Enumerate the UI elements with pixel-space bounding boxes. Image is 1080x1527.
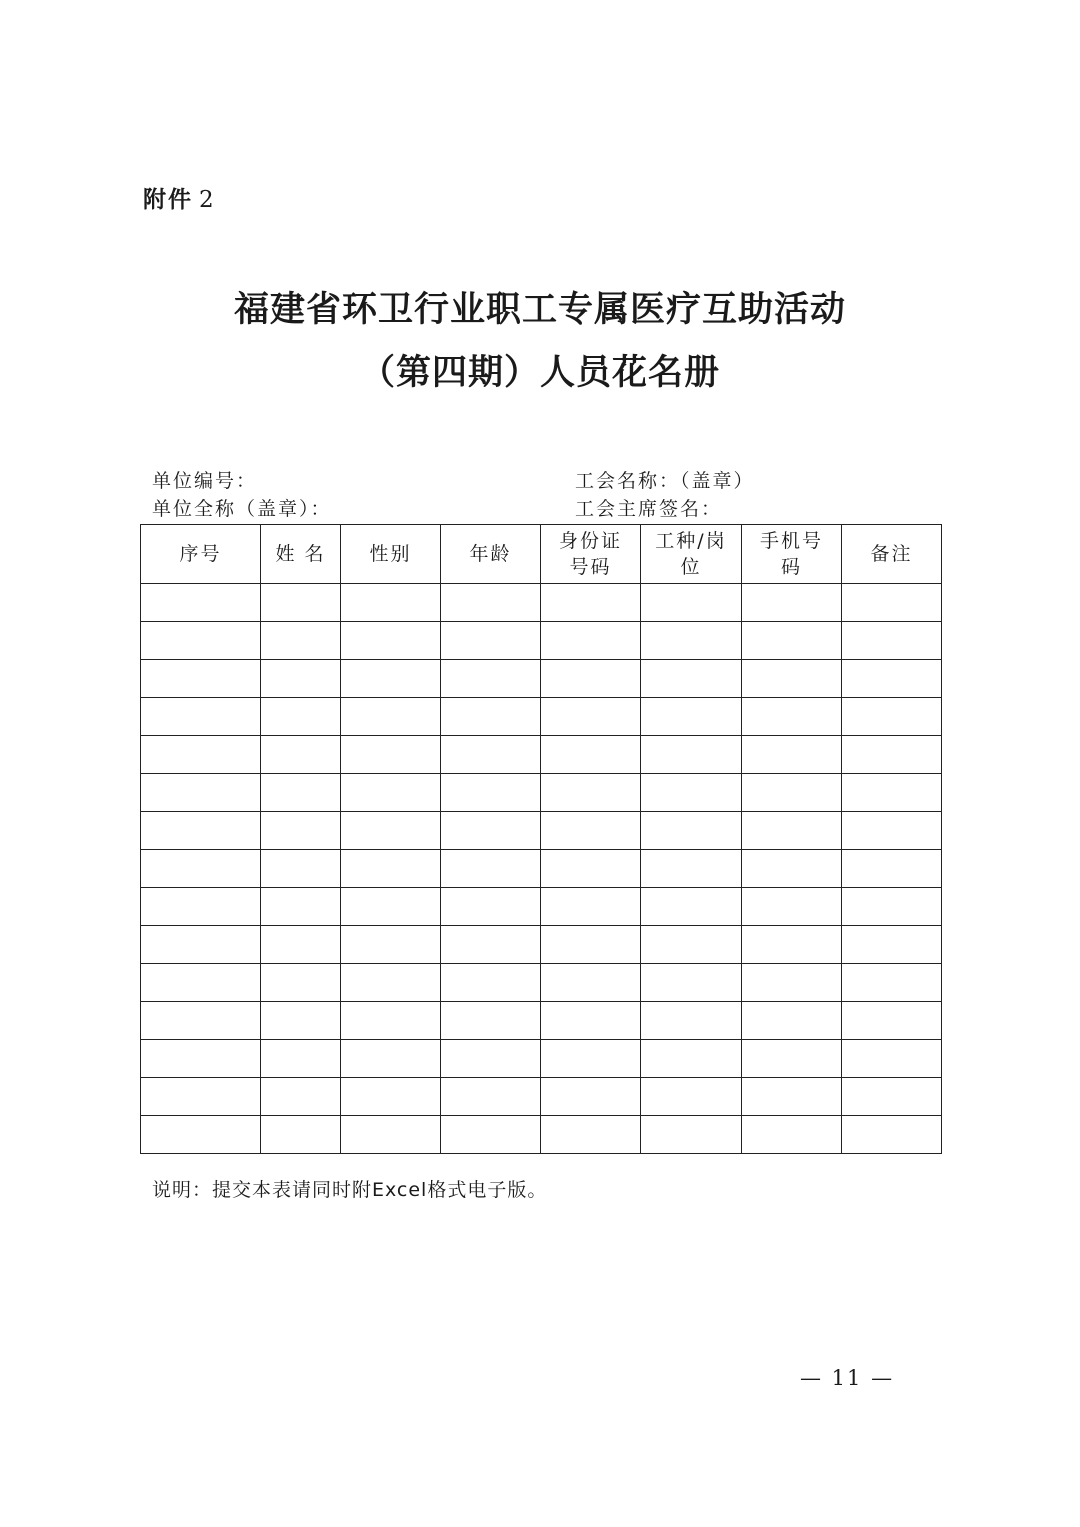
table-cell bbox=[441, 698, 541, 736]
page-number: — 11 — bbox=[800, 1366, 895, 1390]
header-text: 性别 bbox=[369, 543, 412, 565]
table-cell bbox=[441, 1116, 541, 1154]
table-cell bbox=[742, 926, 842, 964]
document-title-line-2: （第四期）人员花名册 bbox=[359, 352, 720, 393]
table-cell bbox=[842, 622, 942, 660]
table-cell bbox=[141, 1078, 261, 1116]
table-cell bbox=[261, 774, 341, 812]
table-cell bbox=[261, 698, 341, 736]
column-header-id-number bbox=[541, 525, 641, 584]
table-cell bbox=[742, 698, 842, 736]
table-cell bbox=[842, 698, 942, 736]
table-cell bbox=[641, 584, 742, 622]
document-title-line-1: 福建省环卫行业职工专属医疗互助活动 bbox=[233, 289, 846, 330]
unit-full-name-field: 单位全称（盖章）： bbox=[152, 498, 332, 520]
table-cell bbox=[341, 736, 441, 774]
table-cell bbox=[141, 698, 261, 736]
table-cell bbox=[141, 1040, 261, 1078]
table-header-row bbox=[141, 525, 942, 584]
table-cell bbox=[842, 1078, 942, 1116]
table-cell bbox=[261, 660, 341, 698]
column-header-name bbox=[261, 525, 341, 584]
table-cell bbox=[261, 1002, 341, 1040]
attachment-label bbox=[143, 185, 216, 215]
table-row bbox=[141, 1078, 942, 1116]
table-cell bbox=[541, 1116, 641, 1154]
table-cell bbox=[641, 1040, 742, 1078]
table-cell bbox=[341, 1040, 441, 1078]
table-cell bbox=[842, 736, 942, 774]
table-cell bbox=[341, 622, 441, 660]
table-cell bbox=[742, 964, 842, 1002]
table-cell bbox=[742, 1002, 842, 1040]
table-cell bbox=[541, 660, 641, 698]
table-cell bbox=[641, 622, 742, 660]
table-cell bbox=[842, 1116, 942, 1154]
header-text: 年龄 bbox=[469, 543, 512, 565]
table-cell bbox=[441, 964, 541, 1002]
table-cell bbox=[141, 660, 261, 698]
table-cell bbox=[842, 888, 942, 926]
table-row bbox=[141, 888, 942, 926]
table-cell bbox=[441, 1002, 541, 1040]
table-cell bbox=[842, 584, 942, 622]
table-cell bbox=[141, 888, 261, 926]
table-cell bbox=[141, 736, 261, 774]
table-cell bbox=[541, 1002, 641, 1040]
table-row bbox=[141, 1040, 942, 1078]
table-cell bbox=[341, 888, 441, 926]
table-cell bbox=[341, 660, 441, 698]
table-cell bbox=[842, 1040, 942, 1078]
table-row bbox=[141, 1116, 942, 1154]
table-cell bbox=[441, 850, 541, 888]
column-header-job-position bbox=[641, 525, 742, 584]
table-cell bbox=[261, 584, 341, 622]
table-cell bbox=[141, 926, 261, 964]
table-cell bbox=[742, 660, 842, 698]
table-cell bbox=[541, 698, 641, 736]
table-row bbox=[141, 736, 942, 774]
table-cell bbox=[341, 1078, 441, 1116]
table-cell bbox=[842, 774, 942, 812]
header-text: 序号 bbox=[179, 543, 222, 565]
table-cell bbox=[742, 850, 842, 888]
column-header-gender bbox=[341, 525, 441, 584]
header-text: 姓 名 bbox=[275, 543, 326, 565]
unit-number-field: 单位编号： bbox=[152, 470, 258, 492]
table-row bbox=[141, 622, 942, 660]
column-header-remarks bbox=[842, 525, 942, 584]
union-name-field: 工会名称：（盖章） bbox=[575, 470, 755, 492]
table-cell bbox=[341, 926, 441, 964]
table-cell bbox=[341, 774, 441, 812]
table-cell bbox=[441, 926, 541, 964]
table-cell bbox=[261, 1040, 341, 1078]
table-cell bbox=[441, 660, 541, 698]
table-cell bbox=[842, 926, 942, 964]
table-cell bbox=[141, 964, 261, 1002]
header-text: 手机号 码 bbox=[759, 530, 823, 578]
table-cell bbox=[641, 850, 742, 888]
table-cell bbox=[341, 1116, 441, 1154]
roster-table-body bbox=[141, 584, 942, 1154]
attachment-text: 附件 bbox=[143, 187, 193, 213]
table-cell bbox=[842, 812, 942, 850]
table-cell bbox=[141, 584, 261, 622]
table-cell bbox=[341, 698, 441, 736]
table-cell bbox=[742, 774, 842, 812]
table-cell bbox=[742, 812, 842, 850]
table-row bbox=[141, 926, 942, 964]
table-cell bbox=[441, 888, 541, 926]
table-cell bbox=[261, 850, 341, 888]
table-cell bbox=[441, 774, 541, 812]
table-cell bbox=[541, 812, 641, 850]
table-cell bbox=[641, 926, 742, 964]
header-text: 工种/岗 位 bbox=[655, 530, 727, 578]
header-text: 备注 bbox=[870, 543, 913, 565]
union-chair-signature-field: 工会主席签名： bbox=[575, 498, 723, 520]
table-cell bbox=[141, 1002, 261, 1040]
table-cell bbox=[261, 622, 341, 660]
table-cell bbox=[261, 812, 341, 850]
table-cell bbox=[641, 698, 742, 736]
table-cell bbox=[141, 1116, 261, 1154]
table-row bbox=[141, 660, 942, 698]
column-header-index bbox=[141, 525, 261, 584]
table-cell bbox=[541, 584, 641, 622]
column-header-age bbox=[441, 525, 541, 584]
table-row bbox=[141, 698, 942, 736]
table-cell bbox=[842, 850, 942, 888]
table-cell bbox=[742, 584, 842, 622]
table-cell bbox=[641, 1078, 742, 1116]
table-cell bbox=[441, 622, 541, 660]
table-cell bbox=[141, 622, 261, 660]
table-cell bbox=[641, 888, 742, 926]
table-cell bbox=[541, 1040, 641, 1078]
header-text: 身份证 号码 bbox=[558, 530, 622, 578]
table-cell bbox=[541, 774, 641, 812]
table-cell bbox=[641, 1116, 742, 1154]
attachment-number: 2 bbox=[199, 187, 216, 213]
table-cell bbox=[541, 964, 641, 1002]
table-cell bbox=[441, 1040, 541, 1078]
table-cell bbox=[742, 622, 842, 660]
table-cell bbox=[541, 736, 641, 774]
table-cell bbox=[641, 660, 742, 698]
table-cell bbox=[541, 888, 641, 926]
table-cell bbox=[641, 736, 742, 774]
table-cell bbox=[541, 926, 641, 964]
table-row bbox=[141, 850, 942, 888]
column-header-phone bbox=[742, 525, 842, 584]
table-cell bbox=[842, 1002, 942, 1040]
table-cell bbox=[141, 850, 261, 888]
table-cell bbox=[742, 1116, 842, 1154]
table-cell bbox=[842, 964, 942, 1002]
table-cell bbox=[441, 584, 541, 622]
roster-table bbox=[140, 524, 942, 1154]
table-cell bbox=[261, 964, 341, 1002]
table-cell bbox=[641, 774, 742, 812]
table-cell bbox=[641, 1002, 742, 1040]
table-cell bbox=[641, 964, 742, 1002]
table-cell bbox=[742, 888, 842, 926]
submission-note: 说明：提交本表请同时附Excel格式电子版。 bbox=[152, 1179, 548, 1201]
table-cell bbox=[341, 1002, 441, 1040]
table-cell bbox=[341, 584, 441, 622]
table-cell bbox=[441, 736, 541, 774]
table-cell bbox=[341, 812, 441, 850]
table-cell bbox=[541, 850, 641, 888]
table-cell bbox=[261, 888, 341, 926]
table-cell bbox=[341, 850, 441, 888]
table-cell bbox=[441, 812, 541, 850]
table-cell bbox=[341, 964, 441, 1002]
table-cell bbox=[742, 1040, 842, 1078]
table-cell bbox=[842, 660, 942, 698]
table-cell bbox=[261, 1116, 341, 1154]
table-row bbox=[141, 1002, 942, 1040]
table-cell bbox=[742, 736, 842, 774]
table-cell bbox=[261, 926, 341, 964]
table-cell bbox=[641, 812, 742, 850]
table-cell bbox=[261, 736, 341, 774]
table-cell bbox=[541, 622, 641, 660]
table-cell bbox=[541, 1078, 641, 1116]
table-row bbox=[141, 964, 942, 1002]
table-row bbox=[141, 774, 942, 812]
table-cell bbox=[441, 1078, 541, 1116]
table-row bbox=[141, 584, 942, 622]
table-cell bbox=[261, 1078, 341, 1116]
table-cell bbox=[141, 774, 261, 812]
table-cell bbox=[742, 1078, 842, 1116]
table-cell bbox=[141, 812, 261, 850]
table-row bbox=[141, 812, 942, 850]
